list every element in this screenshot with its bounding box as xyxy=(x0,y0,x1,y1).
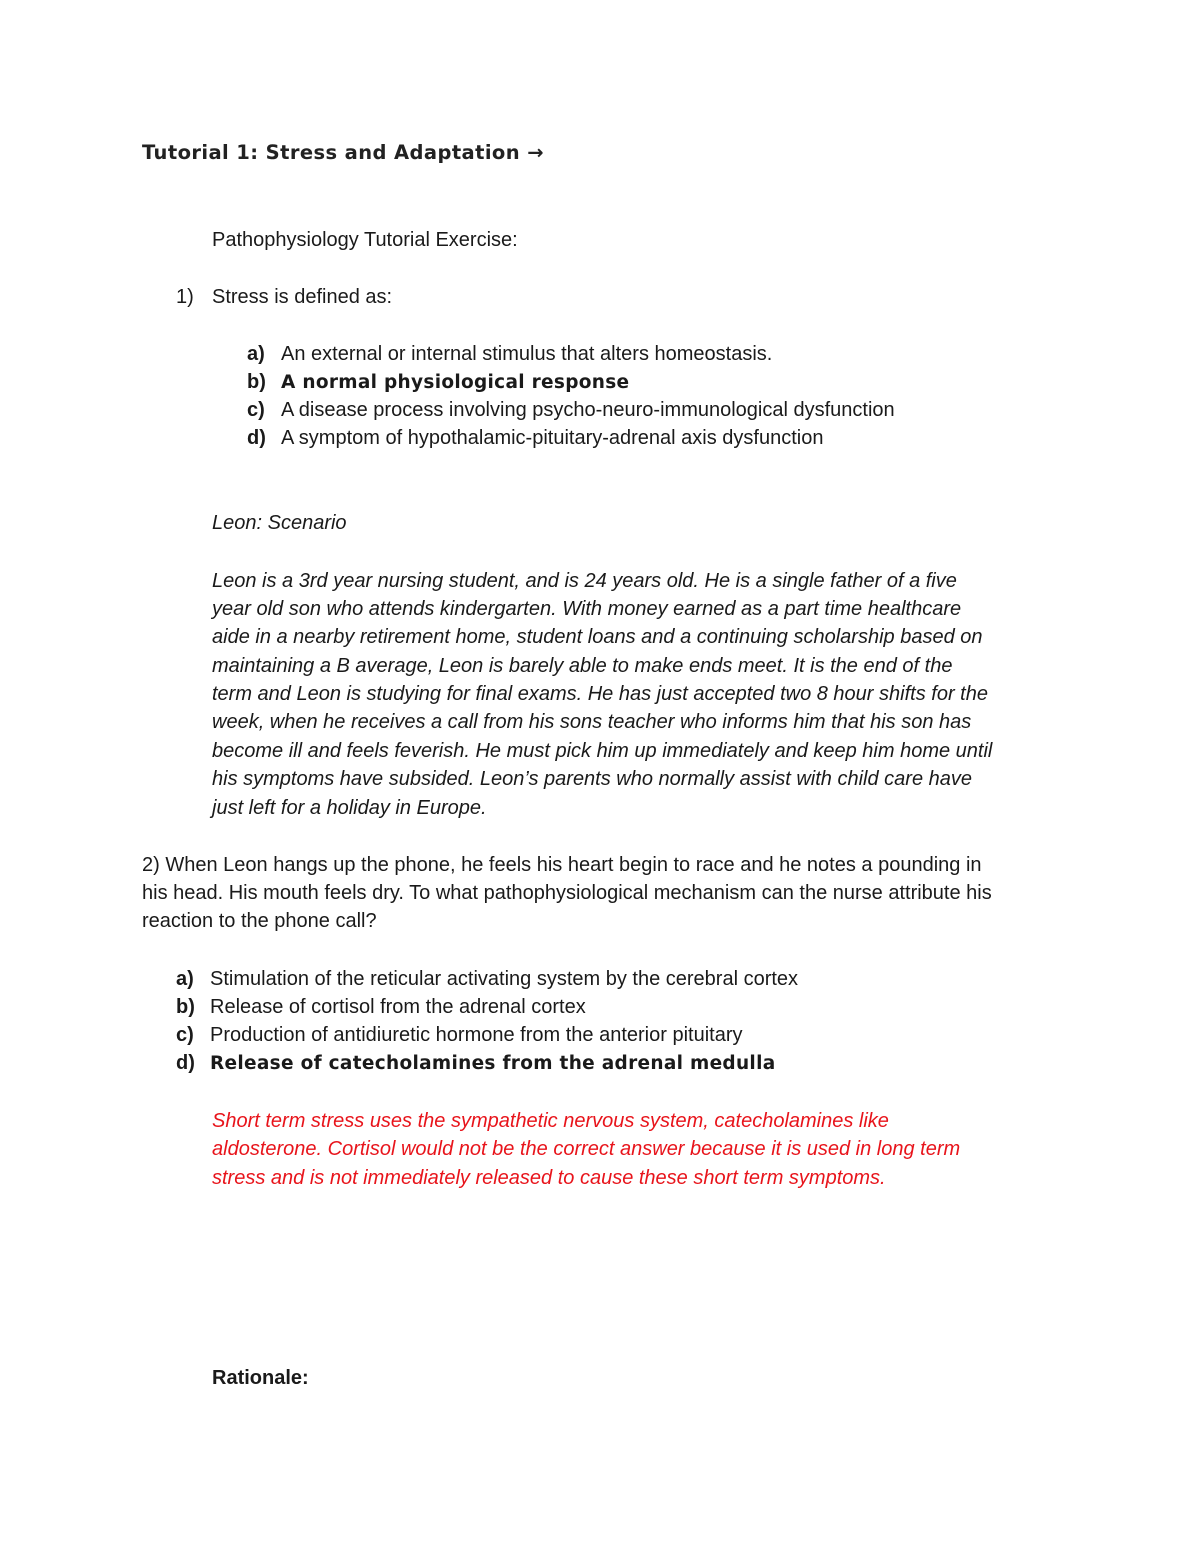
scenario-line: term and Leon is studying for final exams. He has just accepted two 8 hour shifts for the xyxy=(212,683,988,705)
q2-option-a-text: Stimulation of the reticular activating system by the cerebral cortex xyxy=(210,968,799,990)
q2-option-c-text: Production of antidiuretic hormone from the anterior pituitary xyxy=(210,1024,743,1046)
subtitle: Pathophysiology Tutorial Exercise: xyxy=(212,229,518,251)
rationale-label: Rationale: xyxy=(212,1367,309,1389)
q2-option-b-text: Release of cortisol from the adrenal cortex xyxy=(210,996,586,1018)
q2-option-c xyxy=(176,1021,743,1049)
scenario-line: just left for a holiday in Europe. xyxy=(212,797,487,819)
q2-option-a xyxy=(176,965,798,993)
q1-option-b-text: A normal physiological response xyxy=(281,372,630,393)
scenario-line: Leon is a 3rd year nursing student, and is 24 years old. He is a single father of a five xyxy=(212,570,957,592)
page-title: Tutorial 1: Stress and Adaptation → xyxy=(142,141,544,164)
q2-option-b xyxy=(176,993,586,1021)
question-2-line: reaction to the phone call? xyxy=(142,910,377,932)
scenario-line: aide in a nearby retirement home, student loans and a continuing scholarship based on xyxy=(212,626,983,648)
q1-option-b xyxy=(247,368,629,397)
q1-option-c-letter: c) xyxy=(247,399,265,421)
answer-note-line: Short term stress uses the sympathetic nervous system, catecholamines like xyxy=(212,1110,889,1132)
q2-option-d-letter: d) xyxy=(176,1052,195,1074)
question-2-line: his head. His mouth feels dry. To what pathophysiological mechanism can the nurse attribute his xyxy=(142,882,992,904)
q1-option-c xyxy=(247,396,895,424)
answer-note-line: stress and is not immediately released to cause these short term symptoms. xyxy=(212,1167,886,1189)
scenario-line: maintaining a B average, Leon is barely able to make ends meet. It is the end of the xyxy=(212,655,953,677)
scenario-line: become ill and feels feverish. He must pick him up immediately and keep him home until xyxy=(212,740,993,762)
q2-option-d-text: Release of catecholamines from the adrenal medulla xyxy=(210,1053,776,1074)
question-1-text: Stress is defined as: xyxy=(212,286,393,308)
scenario-line: week, when he receives a call from his sons teacher who informs him that his son has xyxy=(212,711,972,733)
q1-option-a xyxy=(247,340,772,368)
scenario-line: his symptoms have subsided. Leon’s parents who normally assist with child care have xyxy=(212,768,972,790)
scenario-heading: Leon: Scenario xyxy=(212,512,347,534)
scenario-line: year old son who attends kindergarten. With money earned as a part time healthcare xyxy=(212,598,962,620)
q2-option-b-letter: b) xyxy=(176,996,195,1018)
q2-option-d xyxy=(176,1049,776,1078)
q2-option-a-letter: a) xyxy=(176,968,194,990)
q1-option-d-letter: d) xyxy=(247,427,266,449)
q1-option-b-letter: b) xyxy=(247,371,266,393)
q1-option-d-text: A symptom of hypothalamic-pituitary-adrenal axis dysfunction xyxy=(281,427,824,449)
answer-note-line: aldosterone. Cortisol would not be the correct answer because it is used in long term xyxy=(212,1138,961,1160)
q1-option-a-text: An external or internal stimulus that alters homeostasis. xyxy=(281,343,773,365)
q1-option-a-letter: a) xyxy=(247,343,265,365)
q1-option-c-text: A disease process involving psycho-neuro-immunological dysfunction xyxy=(281,399,895,421)
question-2-line: 2) When Leon hangs up the phone, he feels his heart begin to race and he notes a pounding in xyxy=(142,854,982,876)
q2-option-c-letter: c) xyxy=(176,1024,194,1046)
q1-option-d xyxy=(247,424,823,452)
question-1 xyxy=(176,283,392,311)
question-1-number: 1) xyxy=(176,286,194,308)
